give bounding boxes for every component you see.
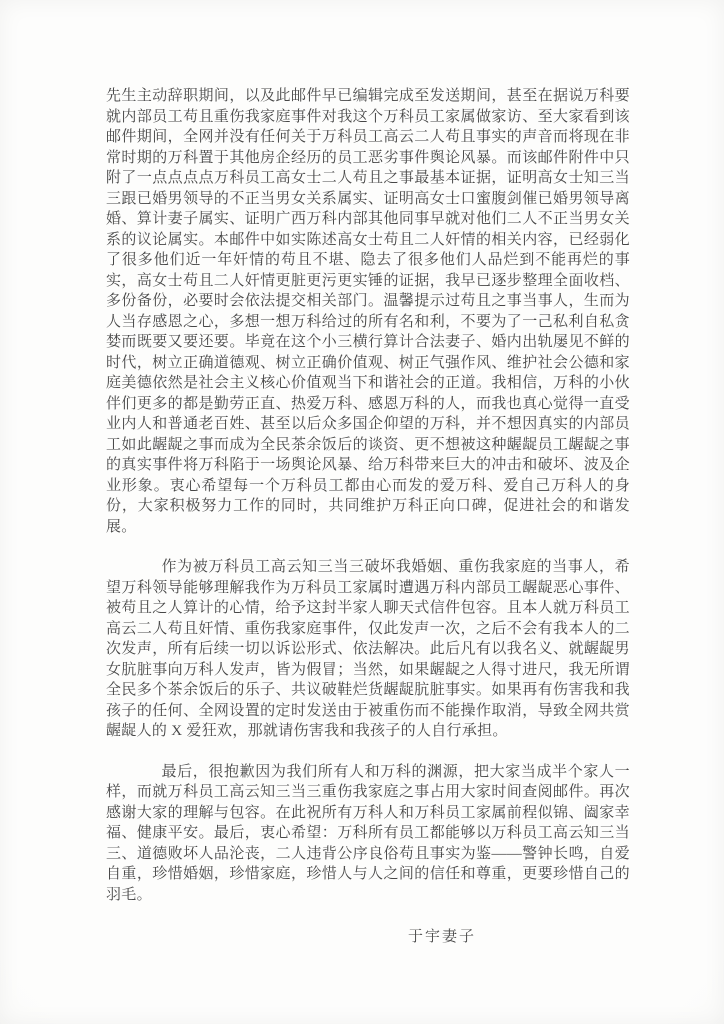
letter-body (106, 86, 630, 948)
letter-paragraph-3: 最后，很抱歉因为我们所有人和万科的渊源，把大家当成半个家人一样，而就万科员工高云知三当三重伤我家庭之事占用大家时间查阅邮件。再次感谢大家的理解与包容。在此祝所有万科人和万科员工家属前程似锦、阖家幸福、健康平安。最后，衷心希望：万科所有员工都能够以万科员工高云知三当三、道德败坏人品沦丧，二人违背公序良俗苟且事实为鉴——警钟长鸣，自爱自重，珍惜婚姻，珍惜家庭，珍惜人与人之间的信任和尊重，更要珍惜自己的羽毛。 (106, 763, 630, 903)
letter-paragraph-2: 作为被万科员工高云知三当三破坏我婚姻、重伤我家庭的当事人，希望万科领导能够理解我作为万科员工家属时遭遇万科内部员工龌龊恶心事件、被苟且之人算计的心情，给予这封半家人聊天式信件包容。且本人就万科员工高云二人苟且奸情、重伤我家庭事件，仅此发声一次，之后不会有我本人的二次发声，所有后续一切以诉讼形式、依法解决。此后凡有以我名义、就龌龊男女肮脏事向万科人发声，皆为假冒；当然，如果龌龊之人得寸进尺，我无所谓全民多个茶余饭后的乐子、共议破鞋烂货龌龊肮脏事实。如果再有伤害我和我孩子的任何、全网设置的定时发送由于被重伤而不能操作取消，导致全网共赏龌龊人的 X 爱狂欢，那就请伤害我和我孩子的人自行承担。 (106, 559, 630, 739)
signature: 于宇妻子 (408, 929, 477, 945)
letter-paragraph-1: 先生主动辞职期间，以及此邮件早已编辑完成至发送期间，甚至在据说万科要就内部员工苟且重伤我家庭事件对我这个万科员工家属做家访、至大家看到该邮件期间，全网并没有任何关于万科员工高云二人苟且事实的声音而将现在非常时期的万科置于其他房企经历的员工恶劣事件舆论风暴。而该邮件附件中只附了一点点点点万科员工高女士二人苟且之事最基本证据，证明高女士知三当三跟已婚男领导的不正当男女关系属实、证明高女士口蜜腹剑催已婚男领导离婚、算计妻子属实、证明广西万科内部其他同事早就对他们二人不正当男女关系的议论属实。本邮件中如实陈述高女士苟且二人奸情的相关内容，已经弱化了很多他们近一年奸情的苟且不堪、隐去了很多他们人品烂到不能再烂的事实，高女士苟且二人奸情更脏更污更实锤的证据，我早已逐步整理全面收档、多份备份，必要时会依法提交相关部门。温馨提示过苟且之事当事人，生而为人当存感恩之心，多想一想万科给过的所有名和利，不要为了一己私利自私贪婪而既要又要还要。毕竟在这个小三横行算计合法妻子、婚内出轨屡见不鲜的时代，树立正确道德观、树立正确价值观、树正气强作风、维护社会公德和家庭美德依然是社会主义核心价值观当下和谐社会的正道。我相信，万科的小伙伴们更多的都是勤劳正直、热爱万科、感恩万科的人，而我也真心觉得一直受业内人和普通老百姓、甚至以后众多国企仰望的万科，并不想因真实的内部员工如此龌龊之事而成为全民茶余饭后的谈资、更不想被这种龌龊员工龌龊之事的真实事件将万科陷于一场舆论风暴、给万科带来巨大的冲击和破坏、波及企业形象。衷心希望每一个万科员工都由心而发的爱万科、爱自己万科人的身份，大家积极努力工作的同时，共同维护万科正向口碑，促进社会的和谐发展。 (106, 88, 630, 535)
